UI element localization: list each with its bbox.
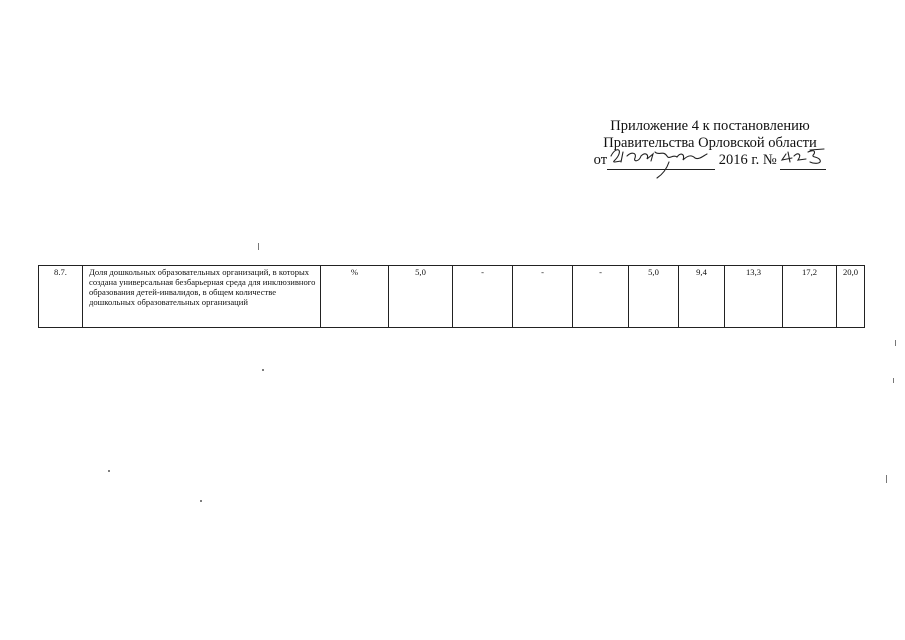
value-cell: 5,0 <box>389 266 453 328</box>
value-cell: 9,4 <box>679 266 725 328</box>
value-cell: - <box>573 266 629 328</box>
value-cell: - <box>453 266 513 328</box>
value-cell: 20,0 <box>837 266 865 328</box>
handwritten-number-signature <box>780 144 826 170</box>
scan-speck <box>886 475 887 483</box>
value-cell: 5,0 <box>629 266 679 328</box>
appendix-issuer: Правительства Орловской области <box>603 135 817 151</box>
scan-speck <box>200 500 202 502</box>
date-year: 2016 г. № <box>718 152 777 168</box>
value-cell: 17,2 <box>783 266 837 328</box>
scan-speck <box>893 378 894 383</box>
indicator-table <box>38 265 865 328</box>
scan-speck <box>108 470 110 472</box>
handwritten-number <box>780 152 826 170</box>
appendix-date-line <box>594 152 827 170</box>
appendix-title: Приложение 4 к постановлению <box>610 118 810 134</box>
scan-speck <box>262 369 264 371</box>
date-prefix: от <box>593 152 608 168</box>
handwritten-date <box>607 152 715 170</box>
row-unit: % <box>321 266 389 328</box>
appendix-header <box>560 118 860 170</box>
row-number: 8.7. <box>39 266 83 328</box>
row-description: Доля дошкольных образовательных организаций, в которых создана универсальная безбарьерная среда для инклюзивного образования детей-инвалидов, в общем количестве дошкольных образовательных организаций <box>83 266 321 328</box>
scan-speck <box>258 243 259 250</box>
value-cell: 13,3 <box>725 266 783 328</box>
table-row <box>39 266 865 328</box>
value-cell: - <box>513 266 573 328</box>
scan-speck <box>895 340 896 346</box>
handwritten-date-signature <box>607 144 715 178</box>
